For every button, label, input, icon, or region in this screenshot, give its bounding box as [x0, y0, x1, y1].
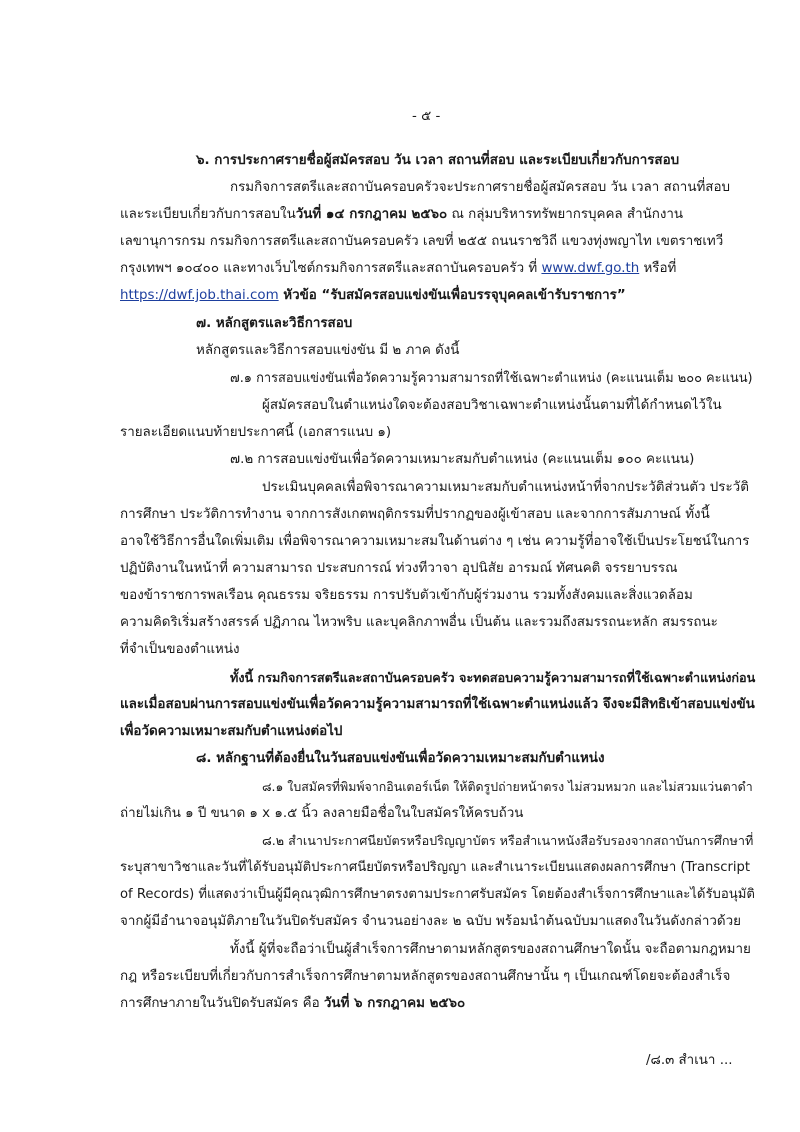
paragraph-line	[120, 204, 683, 226]
text-run: หัวข้อ	[278, 288, 322, 303]
paragraph-line	[120, 285, 626, 307]
paragraph-line: ผู้สมัครสอบในตำแหน่งใดจะต้องสอบวิชาเฉพาะตำแหน่งนั้นตามที่ได้กำหนดไว้ใน	[262, 398, 722, 413]
job-website-link[interactable]: https://dwf.job.thai.com	[120, 288, 279, 303]
subsection-7-1-title: ๗.๑ การสอบแข่งขันเพื่อวัดความรู้ความสามารถที่ใช้เฉพาะตำแหน่ง (คะแนนเต็ม ๒๐๐ คะแนน)	[230, 371, 753, 386]
section-6-heading: ๖. การประกาศรายชื่อผู้สมัครสอบ วัน เวลา สถานที่สอบ และระเบียบเกี่ยวกับการสอบ	[196, 153, 680, 168]
subsection-7-2-title: ๗.๒ การสอบแข่งขันเพื่อวัดความเหมาะสมกับตำแหน่ง (คะแนนเต็ม ๑๐๐ คะแนน)	[230, 452, 695, 467]
paragraph-line	[120, 258, 676, 280]
paragraph-line: ถ่ายไม่เกิน ๑ ปี ขนาด ๑ x ๑.๕ นิ้ว ลงลายมือชื่อในใบสมัครให้ครบถ้วน	[120, 806, 524, 821]
note-line: ทั้งนี้ กรมกิจการสตรีและสถาบันครอบครัว จะทดสอบความรู้ความสามารถที่ใช้เฉพาะตำแหน่งก่อน	[230, 670, 756, 685]
section-8-heading: ๘. หลักฐานที่ต้องยื่นในวันสอบแข่งขันเพื่อวัดความเหมาะสมกับตำแหน่ง	[196, 751, 605, 766]
paragraph-line: ทั้งนี้ ผู้ที่จะถือว่าเป็นผู้สำเร็จการศึกษาตามหลักสูตรของสถานศึกษาใดนั้น จะถือตามกฎหมาย	[230, 942, 751, 957]
note-line: เพื่อวัดความเหมาะสมกับตำแหน่งต่อไป	[120, 724, 343, 739]
paragraph-line: หลักสูตรและวิธีการสอบแข่งขัน มี ๒ ภาค ดังนี้	[196, 343, 460, 358]
text-run: ณ กลุ่มบริหารทรัพยากรบุคคล สำนักงาน	[447, 207, 684, 222]
paragraph-line: รายละเอียดแนบท้ายประกาศนี้ (เอกสารแนบ ๑)	[120, 425, 392, 440]
paragraph-line: กฎ หรือระเบียบที่เกี่ยวกับการสำเร็จการศึกษาตามหลักสูตรของสถานศึกษานั้น ๆ เป็นเกณฑ์โดยจะต้องสำเร็จ	[120, 969, 731, 984]
paragraph-line: อาจใช้วิธีการอื่นใดเพิ่มเติม เพื่อพิจารณาความเหมาะสมในด้านต่าง ๆ เช่น ความรู้ที่อาจใช้เป็นประโยชน์ในการ	[120, 534, 750, 549]
paragraph-line: ของข้าราชการพลเรือน คุณธรรม จริยธรรม การปรับตัวเข้ากับผู้ร่วมงาน รวมทั้งสังคมและสิ่งแวดล้อม	[120, 588, 693, 603]
note-line: และเมื่อสอบผ่านการสอบแข่งขันเพื่อวัดความรู้ความสามารถที่ใช้เฉพาะตำแหน่งแล้ว จึงจะมีสิทธิเข้าสอบแข่งขัน	[120, 697, 755, 712]
closing-date: วันที่ ๖ กรกฎาคม ๒๕๖๐	[323, 996, 466, 1011]
text-run: การศึกษาภายในวันปิดรับสมัคร คือ	[120, 996, 324, 1011]
subsection-8-1-line: ๘.๑ ใบสมัครที่พิมพ์จากอินเตอร์เน็ต ให้ติดรูปถ่ายหน้าตรง ไม่สวมหมวก และไม่สวมแว่นตาดำ	[262, 779, 753, 794]
text-run: หรือที่	[639, 261, 677, 276]
announcement-date: วันที่ ๑๔ กรกฎาคม ๒๕๖๐	[295, 207, 448, 222]
paragraph-line: of Records) ที่แสดงว่าเป็นผู้มีคุณวุฒิการศึกษาตรงตามประกาศรับสมัคร โดยต้องสำเร็จการศึกษาและได้รับอนุมัติ	[120, 887, 755, 902]
continuation-marker: /๘.๓ สำเนา ...	[646, 1053, 733, 1068]
paragraph-line	[120, 993, 465, 1015]
paragraph-line: เลขานุการกรม กรมกิจการสตรีและสถาบันครอบครัว เลขที่ ๒๕๕ ถนนราชวิถี แขวงทุ่งพญาไท เขตราชเทวี	[120, 234, 724, 249]
paragraph-line: การศึกษา ประวัติการทำงาน จากการสังเกตพฤติกรรมที่ปรากฏของผู้เข้าสอบ และจากการสัมภาษณ์ ทั้งนี้	[120, 507, 710, 522]
page-number: - ๕ -	[412, 109, 441, 124]
paragraph-line: จากผู้มีอำนาจอนุมัติภายในวันปิดรับสมัคร จำนวนอย่างละ ๒ ฉบับ พร้อมนำต้นฉบับมาแสดงในวันดังกล่าวด้วย	[120, 914, 741, 929]
paragraph-line: ปฏิบัติงานในหน้าที่ ความสามารถ ประสบการณ์ ท่วงทีวาจา อุปนิสัย อารมณ์ ทัศนคติ จรรยาบรรณ	[120, 561, 678, 576]
paragraph-line: ที่จำเป็นของตำแหน่ง	[120, 642, 240, 657]
dwf-website-link[interactable]: www.dwf.go.th	[541, 261, 640, 276]
text-run: กรุงเทพฯ ๑๐๔๐๐ และทางเว็บไซต์กรมกิจการสตรีและสถาบันครอบครัว ที่	[120, 261, 542, 276]
paragraph-line: ประเมินบุคคลเพื่อพิจารณาความเหมาะสมกับตำแหน่งหน้าที่จากประวัติส่วนตัว ประวัติ	[262, 480, 749, 495]
paragraph-line: ความคิดริเริ่มสร้างสรรค์ ปฏิภาณ ไหวพริบ และบุคลิกภาพอื่น เป็นต้น และรวมถึงสมรรถนะหลัก สมรรถนะ	[120, 615, 718, 630]
subsection-8-2-line: ๘.๒ สำเนาประกาศนียบัตรหรือปริญญาบัตร หรือสำเนาหนังสือรับรองจากสถาบันการศึกษาที่	[262, 833, 754, 848]
paragraph-line: กรมกิจการสตรีและสถาบันครอบครัวจะประกาศรายชื่อผู้สมัครสอบ วัน เวลา สถานที่สอบ	[230, 180, 731, 195]
text-run: และระเบียบเกี่ยวกับการสอบใน	[120, 207, 296, 222]
topic-title: “รับสมัครสอบแข่งขันเพื่อบรรจุบุคคลเข้ารับราชการ”	[321, 288, 626, 303]
paragraph-line: ระบุสาขาวิชาและวันที่ได้รับอนุมัติประกาศนียบัตรหรือปริญญา และสำเนาระเบียนแสดงผลการศึกษา (Transcript	[120, 860, 751, 875]
section-7-heading: ๗. หลักสูตรและวิธีการสอบ	[196, 316, 353, 331]
